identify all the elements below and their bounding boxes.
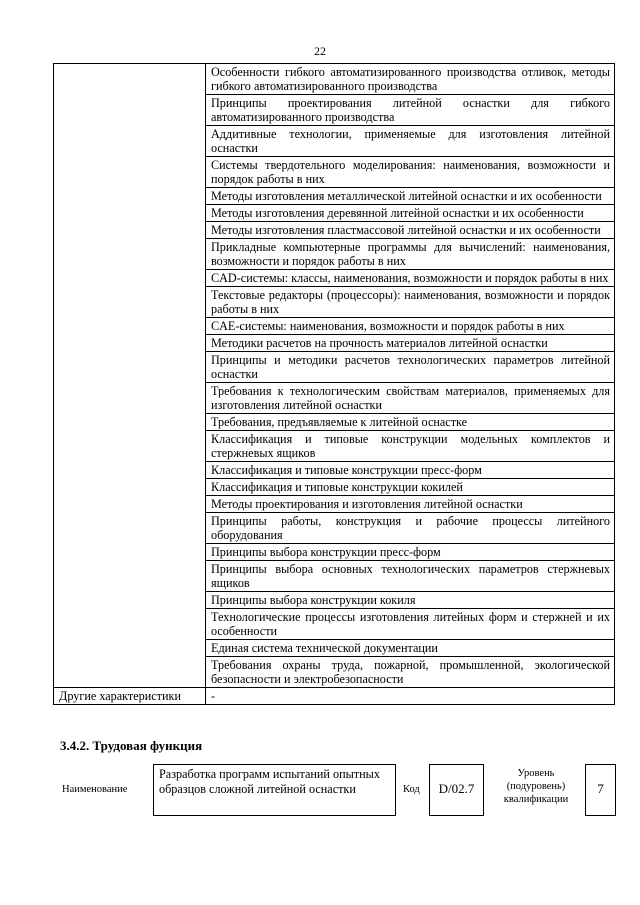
level-label-1: Уровень: [517, 768, 555, 779]
knowledge-item: Методики расчетов на прочность материалов литейной оснастки: [206, 335, 615, 352]
knowledge-item: Классификация и типовые конструкции кокилей: [206, 479, 615, 496]
knowledge-item: Требования, предъявляемые к литейной оснастке: [206, 414, 615, 431]
name-value-box: Разработка программ испытаний опытных образцов сложной литейной оснастки: [153, 764, 396, 816]
knowledge-item: Особенности гибкого автоматизированного производства отливок, методы гибкого автоматизированного производства: [206, 64, 615, 95]
knowledge-label-cell: [54, 64, 206, 688]
knowledge-item: Единая система технической документации: [206, 640, 615, 657]
knowledge-item: Принципы выбора конструкции пресс-форм: [206, 544, 615, 561]
knowledge-item: CAD-системы: классы, наименования, возможности и порядок работы в них: [206, 270, 615, 287]
knowledge-item: Методы изготовления деревянной литейной оснастки и их особенности: [206, 205, 615, 222]
knowledge-item: Методы изготовления пластмассовой литейной оснастки и их особенности: [206, 222, 615, 239]
knowledge-item: Требования к технологическим свойствам материалов, применяемых для изготовления литейной оснастки: [206, 383, 615, 414]
section-heading: 3.4.2. Трудовая функция: [60, 738, 203, 753]
knowledge-item: Принципы работы, конструкция и рабочие процессы литейного оборудования: [206, 513, 615, 544]
knowledge-item: Методы проектирования и изготовления литейной оснастки: [206, 496, 615, 513]
knowledge-item: Принципы выбора основных технологических параметров стержневых ящиков: [206, 561, 615, 592]
knowledge-item: Технологические процессы изготовления литейных форм и стержней и их особенности: [206, 609, 615, 640]
level-value-box: 7: [585, 764, 616, 816]
knowledge-item: Принципы проектирования литейной оснастки для гибкого автоматизированного производства: [206, 95, 615, 126]
level-label-3: квалификации: [503, 794, 569, 805]
level-label-2: (подуровень): [506, 781, 566, 792]
page-number: 22: [314, 44, 326, 58]
knowledge-table-body: [54, 64, 615, 705]
name-label: Наименование: [62, 784, 128, 795]
knowledge-row: [54, 64, 615, 95]
knowledge-item: Системы твердотельного моделирования: наименования, возможности и порядок работы в них: [206, 157, 615, 188]
knowledge-item: Принципы и методики расчетов технологических параметров литейной оснастки: [206, 352, 615, 383]
knowledge-item: Требования охраны труда, пожарной, промышленной, экологической безопасности и электробезопасности: [206, 657, 615, 688]
code-value-box: D/02.7: [429, 764, 484, 816]
other-characteristics-value: -: [206, 688, 615, 705]
knowledge-item: Принципы выбора конструкции кокиля: [206, 592, 615, 609]
knowledge-item: Аддитивные технологии, применяемые для изготовления литейной оснастки: [206, 126, 615, 157]
knowledge-item: Прикладные компьютерные программы для вычислений: наименования, возможности и порядок работы в них: [206, 239, 615, 270]
other-characteristics-label: Другие характеристики: [54, 688, 206, 705]
knowledge-item: Текстовые редакторы (процессоры): наименования, возможности и порядок работы в них: [206, 287, 615, 318]
knowledge-item: Методы изготовления металлической литейной оснастки и их особенности: [206, 188, 615, 205]
code-label: Код: [403, 784, 420, 795]
knowledge-item: Классификация и типовые конструкции модельных комплектов и стержневых ящиков: [206, 431, 615, 462]
knowledge-item: CAE-системы: наименования, возможности и порядок работы в них: [206, 318, 615, 335]
other-characteristics-row: [54, 688, 615, 705]
knowledge-item: Классификация и типовые конструкции пресс-форм: [206, 462, 615, 479]
knowledge-table: [53, 63, 615, 705]
